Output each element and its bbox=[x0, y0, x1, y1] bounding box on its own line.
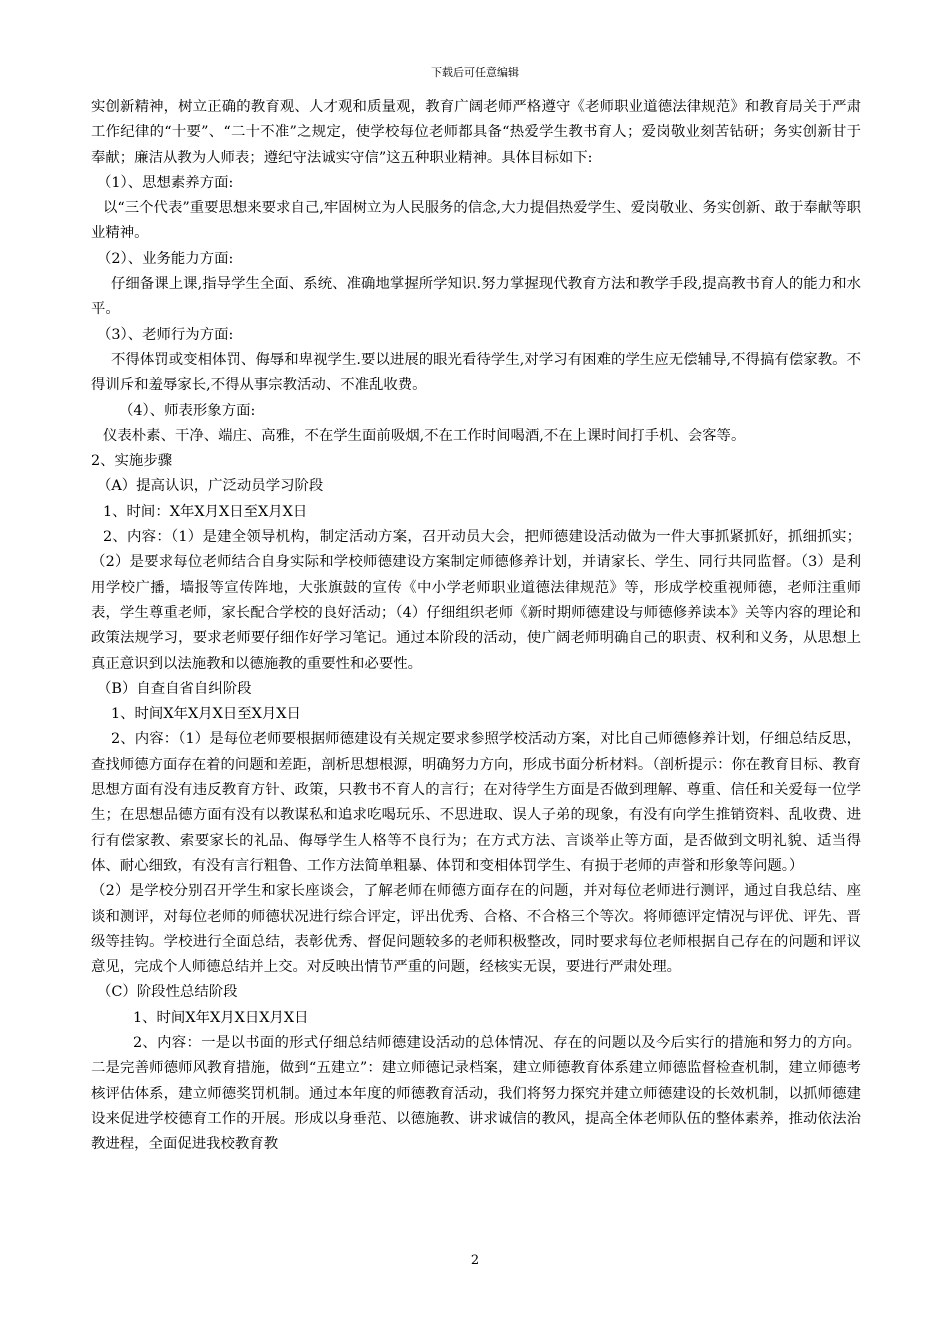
page-number: 2 bbox=[470, 1253, 480, 1268]
heading-stage-c: （C）阶段性总结阶段 bbox=[97, 984, 238, 1001]
paragraph-behavior: 不得体罚或变相体罚、侮辱和卑视学生.要以进展的眼光看待学生,对学习有困难的学生应无偿辅导,不得搞有偿家教。不得训斥和羞辱家长,不得从事宗教活动、不准乱收费。 bbox=[91, 351, 861, 394]
stage-a-content: 2、内容：（1）是建全领导机构，制定活动方案，召开动员大会，把师德建设活动做为一件大事抓紧抓好，抓细抓实；（2）是要求每位老师结合自身实际和学校师德建设方案制定师德修养计划，并请家长、学生、同行共同监督。（3）是利用学校广播，墙报等宣传阵地，大张旗鼓的宣传《中小学老师职业道德法律规范》等，形成学校重视师德，老师注重师表，学生尊重老师，家长配合学校的良好活动；（4）仔细组织老师《新时期师德建设与师德修养读本》关等内容的理论和政策法规学习，要求老师要仔细作好学习笔记。通过本阶段的活动，使广阔老师明确自己的职责、权利和义务，从思想上真正意识到以法施教和以德施教的重要性和必要性。 bbox=[91, 529, 861, 672]
stage-b-content: 2、内容：（1）是每位老师要根据师德建设有关规定要求参照学校活动方案，对比自己师德修养计划，仔细总结反思，查找师德方面存在着的问题和差距，剖析思想根源，明确努力方向，形成书面分析材料。（剖析提示：你在教育目标、教育思想方面有没有违反教育方针、政策，只教书不育人的言行；在对待学生方面是否做到理解、尊重、信任和关爱每一位学生；在思想品德方面有没有以教谋私和追求吃喝玩乐、不思进取、误人子弟的现象，有没有向学生推销资料、乱收费、进行有偿家教、索要家长的礼品、侮辱学生人格等不良行为；在方式方法、言谈举止等方面，是否做到文明礼貌、适当得体、耐心细致，有没有言行粗鲁、工作方法简单粗暴、体罚和变相体罚学生、有损于老师的声誉和形象等问题。） bbox=[91, 731, 861, 874]
heading-steps: 2、实施步骤 bbox=[91, 453, 173, 470]
stage-a-time: 1、时间：X年X月X日至X月X日 bbox=[103, 503, 308, 520]
heading-image: （4）、师表形象方面: bbox=[119, 402, 256, 419]
heading-stage-a: （A）提高认识，广泛动员学习阶段 bbox=[97, 478, 324, 495]
heading-ideology: （1）、思想素养方面: bbox=[97, 174, 234, 191]
paragraph-ideology: 以“三个代表”重要思想来要求自己,牢固树立为人民服务的信念,大力提倡热爱学生、爱岗敬业、务实创新、敢于奉献等职业精神。 bbox=[91, 200, 861, 242]
stage-b-content-2: （2）是学校分别召开学生和家长座谈会，了解老师在师德方面存在的问题，并对每位老师进行测评，通过自我总结、座谈和测评，对每位老师的师德状况进行综合评定，评出优秀、合格、不合格三个等次。将师德评定情况与评优、评先、晋级等挂钩。学校进行全面总结，表彰优秀、督促问题较多的老师积极整改，同时要求每位老师根据自己存在的问题和评议意见，完成个人师德总结并上交。对反映出情节严重的问题，经核实无误，要进行严肃处理。 bbox=[91, 883, 861, 976]
heading-stage-b: （B）自查自省自纠阶段 bbox=[97, 680, 252, 697]
paragraph-intro: 实创新精神，树立正确的教育观、人才观和质量观，教育广阔老师严格遵守《老师职业道德法律规范》和教育局关于严肃工作纪律的“十要”、“二十不准”之规定，使学校每位老师都具备“热爱学生教书育人；爱岗敬业刻苦钻研；务实创新甘于奉献；廉洁从教为人师表；遵纪守法诚实守信”这五种职业精神。具体目标如下: bbox=[91, 99, 861, 166]
document-body bbox=[91, 95, 861, 1157]
page-header: 下载后可任意编辑 bbox=[431, 66, 519, 79]
stage-b-time: 1、时间X年X月X日至X月X日 bbox=[111, 706, 301, 723]
heading-behavior: （3）、老师行为方面: bbox=[97, 326, 234, 343]
paragraph-image: 仪表朴素、干净、端庄、高雅，不在学生面前吸烟,不在工作时间喝酒,不在上课时间打手机、会客等。 bbox=[103, 427, 746, 444]
paragraph-ability: 仔细备课上课,指导学生全面、系统、准确地掌握所学知识.努力掌握现代教育方法和教学手段,提高教书育人的能力和水平。 bbox=[91, 276, 861, 318]
stage-c-time: 1、时间X年X月X日X月X日 bbox=[133, 1009, 309, 1026]
heading-ability: （2）、业务能力方面: bbox=[97, 250, 234, 267]
stage-c-content: 2、内容：一是以书面的形式仔细总结师德建设活动的总体情况、存在的问题以及今后实行的措施和努力的方向。二是完善师德师风教育措施，做到“五建立”：建立师德记录档案，建立师德教育体系建立师德监督检查机制，建立师德考核评估体系，建立师德奖罚机制。通过本年度的师德教育活动，我们将努力探究并建立师德建设的长效机制，以抓师德建设来促进学校德育工作的开展。形成以身垂范、以德施教、讲求诚信的教风，提高全体老师队伍的整体素养，推动依法治教进程，全面促进我校教育教 bbox=[91, 1034, 861, 1153]
